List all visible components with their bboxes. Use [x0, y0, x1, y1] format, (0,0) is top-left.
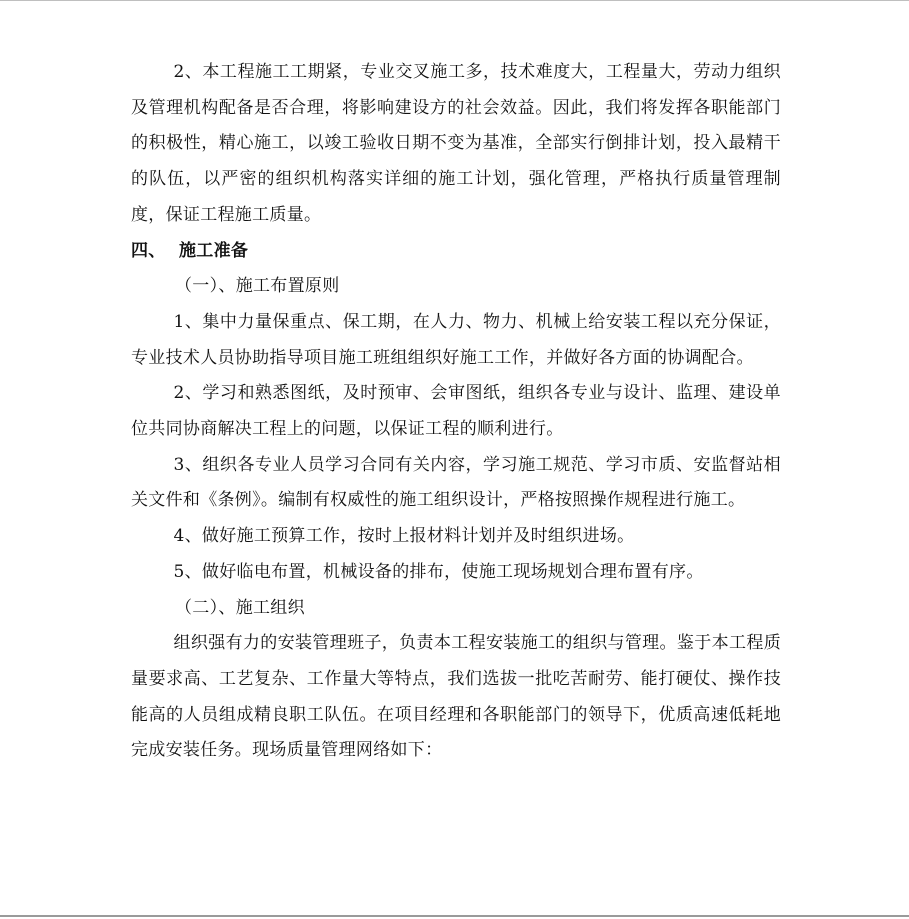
subsection-heading-organization: （二）、施工组织	[175, 597, 305, 618]
section-heading	[131, 234, 781, 270]
page-top-rule	[0, 0, 909, 1]
subsection-heading-layout-principles: （一）、施工布置原则	[175, 276, 340, 297]
paragraph-item-1: 1、集中力量保重点、保工期，在人力、物力、机械上给安装工程以充分保证，专业技术人员协助指导项目施工班组组织好施工工作，并做好各方面的协调配合。	[131, 311, 781, 368]
section-number: 四、	[131, 240, 166, 261]
paragraph-item-3: 3、组织各专业人员学习合同有关内容，学习施工规范、学习市质、安监督站相关文件和《条例》。编制有权威性的施工组织设计，严格按照操作规程进行施工。	[131, 454, 781, 511]
paragraph-item-5: 5、做好临电布置，机械设备的排布，使施工现场规划合理布置有序。	[173, 561, 704, 582]
document-page	[131, 55, 781, 769]
paragraph-item-2: 2、学习和熟悉图纸，及时预审、会审图纸，组织各专业与设计、监理、建设单位共同协商解决工程上的问题，以保证工程的顺利进行。	[131, 383, 781, 440]
page-bottom-rule	[0, 915, 909, 917]
section-title: 施工准备	[179, 240, 249, 261]
paragraph-item-4: 4、做好施工预算工作，按时上报材料计划并及时组织进场。	[173, 526, 635, 547]
paragraph-item-2-schedule: 2、本工程施工工期紧，专业交叉施工多，技术难度大，工程量大，劳动力组织及管理机构配备是否合理，将影响建设方的社会效益。因此，我们将发挥各职能部门的积极性，精心施工，以竣工验收日期不变为基准，全部实行倒排计划，投入最精干的队伍，以严密的组织机构落实详细的施工计划，强化管理，严格执行质量管理制度，保证工程施工质量。	[131, 62, 781, 225]
paragraph-organization: 组织强有力的安装管理班子，负责本工程安装施工的组织与管理。鉴于本工程质量要求高、工艺复杂、工作量大等特点，我们选拔一批吃苦耐劳、能打硬仗、操作技能高的人员组成精良职工队伍。在项目经理和各职能部门的领导下，优质高速低耗地完成安装任务。现场质量管理网络如下：	[131, 633, 781, 761]
